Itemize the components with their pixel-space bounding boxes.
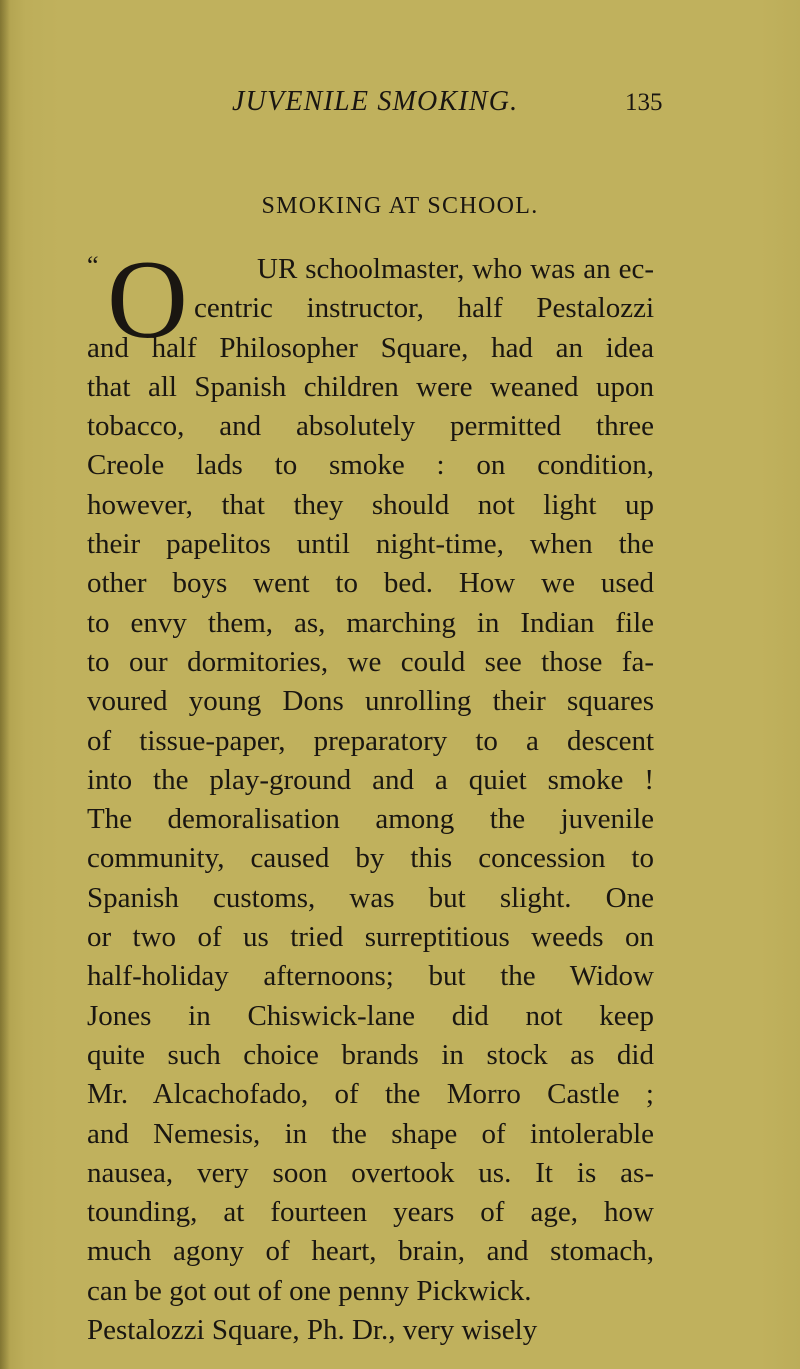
text-line: and half Philosopher Square, had an idea <box>87 334 654 363</box>
section-heading: SMOKING AT SCHOOL. <box>261 193 539 219</box>
text-line: nausea, very soon overtook us. It is as- <box>87 1159 654 1188</box>
text-line: and Nemesis, in the shape of intolerable <box>87 1120 654 1149</box>
text-line: quite such choice brands in stock as did <box>87 1041 654 1070</box>
text-line: The demoralisation among the juvenile <box>87 805 654 834</box>
text-line: to our dormitories, we could see those fa- <box>87 648 654 677</box>
text-line: into the play-ground and a quiet smoke ! <box>87 766 654 795</box>
text-line: that all Spanish children were weaned upon <box>87 373 654 402</box>
text-line: can be got out of one penny Pickwick. <box>87 1275 532 1307</box>
text-line: other boys went to bed. How we used <box>87 569 654 598</box>
text-line: their papelitos until night-time, when the <box>87 530 654 559</box>
running-title: JUVENILE SMOKING. <box>232 86 519 117</box>
opening-quote-mark: “ <box>87 251 99 280</box>
drop-cap: O <box>107 238 186 362</box>
text-line: Spanish customs, was but slight. One <box>87 884 654 913</box>
text-line: to envy them, as, marching in Indian file <box>87 609 654 638</box>
page-number: 135 <box>625 89 663 116</box>
text-line: of tissue-paper, preparatory to a descent <box>87 727 654 756</box>
text-line: Pestalozzi Square, Ph. Dr., very wisely <box>87 1314 538 1346</box>
text-line: half-holiday afternoons; but the Widow <box>87 962 654 991</box>
text-line: however, that they should not light up <box>87 491 654 520</box>
text-line: tobacco, and absolutely permitted three <box>87 412 654 441</box>
text-line: much agony of heart, brain, and stomach, <box>87 1237 654 1266</box>
text-line: Creole lads to smoke : on condition, <box>87 451 654 480</box>
text-line: Jones in Chiswick-lane did not keep <box>87 1002 654 1031</box>
text-line: Mr. Alcachofado, of the Morro Castle ; <box>87 1080 654 1109</box>
text-line: centric instructor, half Pestalozzi <box>194 294 654 323</box>
text-line: community, caused by this concession to <box>87 844 654 873</box>
text-line: or two of us tried surreptitious weeds on <box>87 923 654 952</box>
text-line: tounding, at fourteen years of age, how <box>87 1198 654 1227</box>
running-head <box>0 86 800 126</box>
text-line: voured young Dons unrolling their squares <box>87 687 654 716</box>
text-line: UR schoolmaster, who was an ec- <box>257 255 654 284</box>
